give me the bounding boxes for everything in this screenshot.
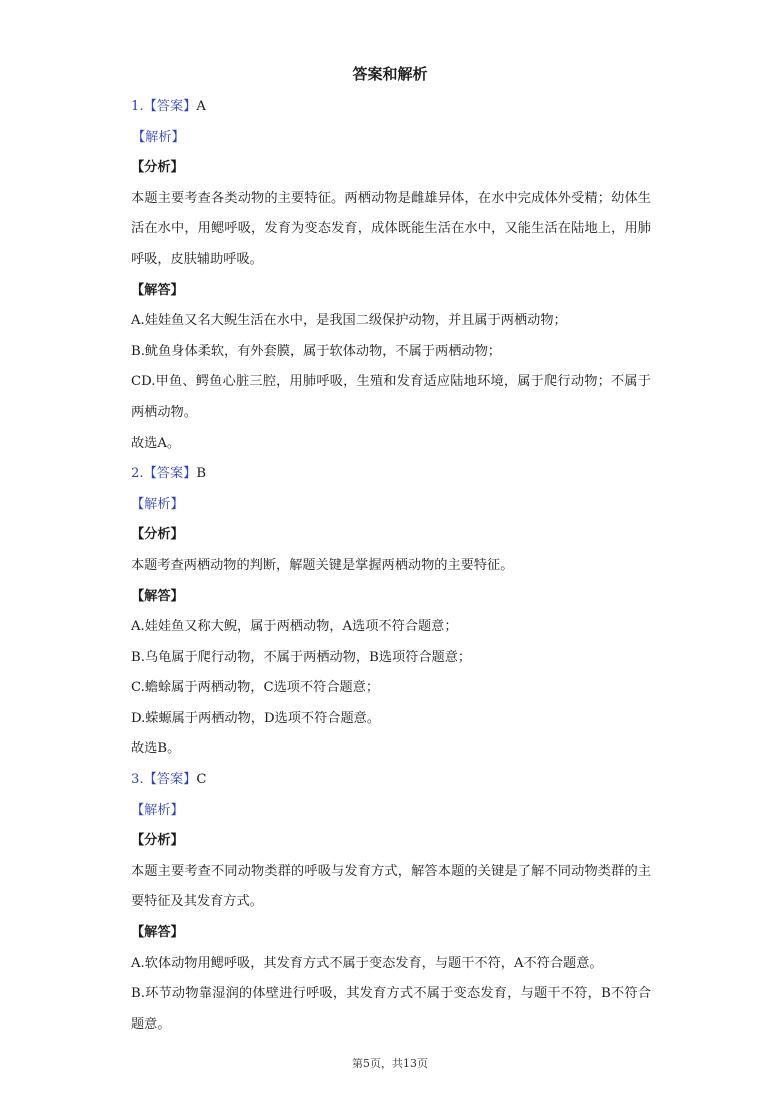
q1-option-b: B.鱿鱼身体柔软，有外套膜，属于软体动物，不属于两栖动物； (131, 343, 501, 359)
q3-analysis-text: 本题主要考查不同动物类群的呼吸与发育方式，解答本题的关键是了解不同动物类群的主要特征及其发育方式。 (131, 863, 651, 910)
q2-option-d: D.蝾螈属于两栖动物，D选项不符合题意。 (131, 710, 381, 726)
q3-jiexi-heading: 【解析】 (131, 802, 184, 818)
q2-answer-line (131, 459, 651, 490)
q1-jiexi-heading: 【解析】 (132, 129, 185, 145)
q2-option-b: B.乌龟属于爬行动物，不属于两栖动物，B选项符合题意； (131, 649, 472, 665)
q1-fenxi-heading: 【分析】 (131, 160, 184, 176)
q3-answer-value: C (196, 772, 207, 788)
q1-option-a: A.娃娃鱼又名大鲵生活在水中，是我国二级保护动物，并且属于两栖动物； (131, 313, 567, 329)
q2-conclusion: 故选B。 (131, 741, 181, 757)
q3-number: 3. (131, 772, 144, 788)
q2-analysis-text: 本题考查两栖动物的判断，解题关键是掌握两栖动物的主要特征。 (131, 557, 514, 573)
q1-answer-tag: 【答案】 (143, 99, 197, 114)
q2-option-c: C.蟾蜍属于两栖动物，C选项不符合题意； (131, 680, 380, 696)
q1-jieda-heading: 【解答】 (131, 282, 184, 298)
q2-fenxi-heading: 【分析】 (131, 527, 184, 543)
q2-number: 2. (131, 466, 144, 482)
page-title: 答案和解析 (352, 65, 428, 83)
q1-conclusion: 故选A。 (131, 435, 181, 451)
q1-option-cd: CD.甲鱼、鳄鱼心脏三腔，用肺呼吸，生殖和发育适应陆地环境，属于爬行动物；不属于两栖动物。 (131, 374, 651, 420)
q2-jieda-heading: 【解答】 (131, 588, 184, 604)
q3-answer-tag: 【答案】 (143, 772, 197, 788)
q3-answer-line (131, 765, 651, 796)
q3-option-b: B.环节动物靠湿润的体壁进行呼吸，其发育方式不属于变态发育，与题干不符，B不符合题意。 (131, 986, 651, 1032)
q1-answer-value: A (196, 99, 206, 114)
q3-option-a: A.软体动物用鳃呼吸，其发育方式不属于变态发育，与题干不符，A不符合题意。 (131, 955, 603, 971)
q2-answer-value: B (196, 466, 207, 482)
q1-answer-line (131, 92, 651, 123)
q1-number: 1. (131, 99, 144, 114)
q2-option-a: A.娃娃鱼又称大鲵，属于两栖动物，A选项不符合题意； (131, 619, 458, 635)
q1-analysis-text: 本题主要考查各类动物的主要特征。两栖动物是雌雄异体，在水中完成体外受精；幼体生活在水中，用鳃呼吸，发育为变态发育，成体既能生活在水中，又能生活在陆地上，用肺呼吸，皮肤辅助呼吸。 (131, 190, 651, 267)
q3-jieda-heading: 【解答】 (131, 925, 184, 941)
page-footer: 第5页，共13页 (352, 1057, 428, 1070)
q2-answer-tag: 【答案】 (143, 466, 197, 482)
q3-fenxi-heading: 【分析】 (131, 833, 184, 849)
q2-jiexi-heading: 【解析】 (131, 496, 184, 512)
answers-content (131, 92, 651, 1040)
